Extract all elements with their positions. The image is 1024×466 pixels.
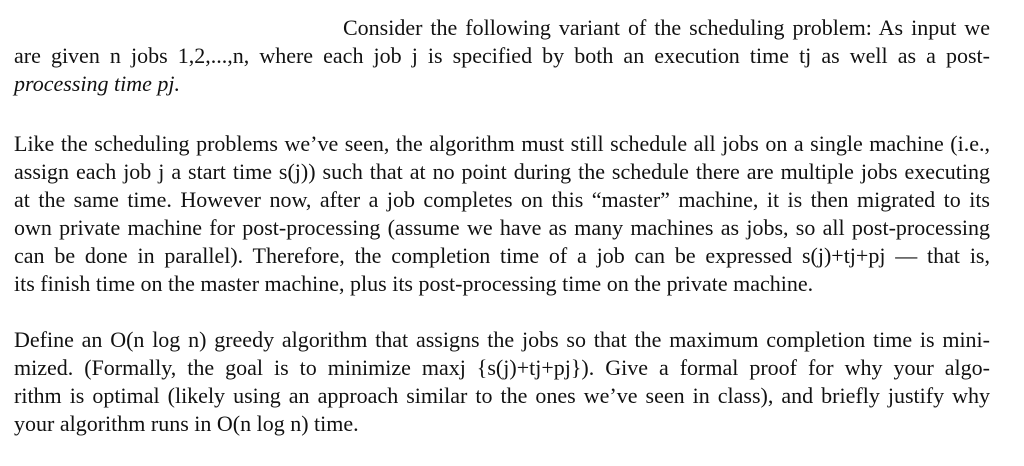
text-line: Consider the following variant of the scheduling problem: As input we: [343, 15, 990, 40]
text-line: assign each job j a start time s(j)) such that at no point during the schedule there are multiple jobs executing: [14, 159, 990, 184]
text-line: can be done in parallel). Therefore, the completion time of a job can be expressed s(j)+tj+pj — that is,: [14, 243, 990, 268]
text-line: mized. (Formally, the goal is to minimize maxj {s(j)+tj+pj}). Give a formal proof for why your algo-: [14, 355, 990, 380]
text-line: Define an O(n log n) greedy algorithm that assigns the jobs so that the maximum completion time is mini-: [14, 327, 990, 352]
text-line: are given n jobs 1,2,...,n, where each job j is specified by both an execution time tj as well as a post-: [14, 43, 990, 68]
text-line: own private machine for post-processing (assume we have as many machines as jobs, so all post-processing: [14, 215, 990, 240]
text-line: your algorithm runs in O(n log n) time.: [14, 411, 359, 436]
text-line: rithm is optimal (likely using an approach similar to the ones we’ve seen in class), and briefly justify why: [14, 383, 990, 408]
text-line: its finish time on the master machine, plus its post-processing time on the private machine.: [14, 271, 814, 296]
text-line: Like the scheduling problems we’ve seen, the algorithm must still schedule all jobs on a single machine (i.e.,: [14, 131, 990, 156]
text-line: at the same time. However now, after a job completes on this “master” machine, it is then migrated to its: [14, 187, 990, 212]
text-line: processing time pj.: [14, 71, 180, 96]
